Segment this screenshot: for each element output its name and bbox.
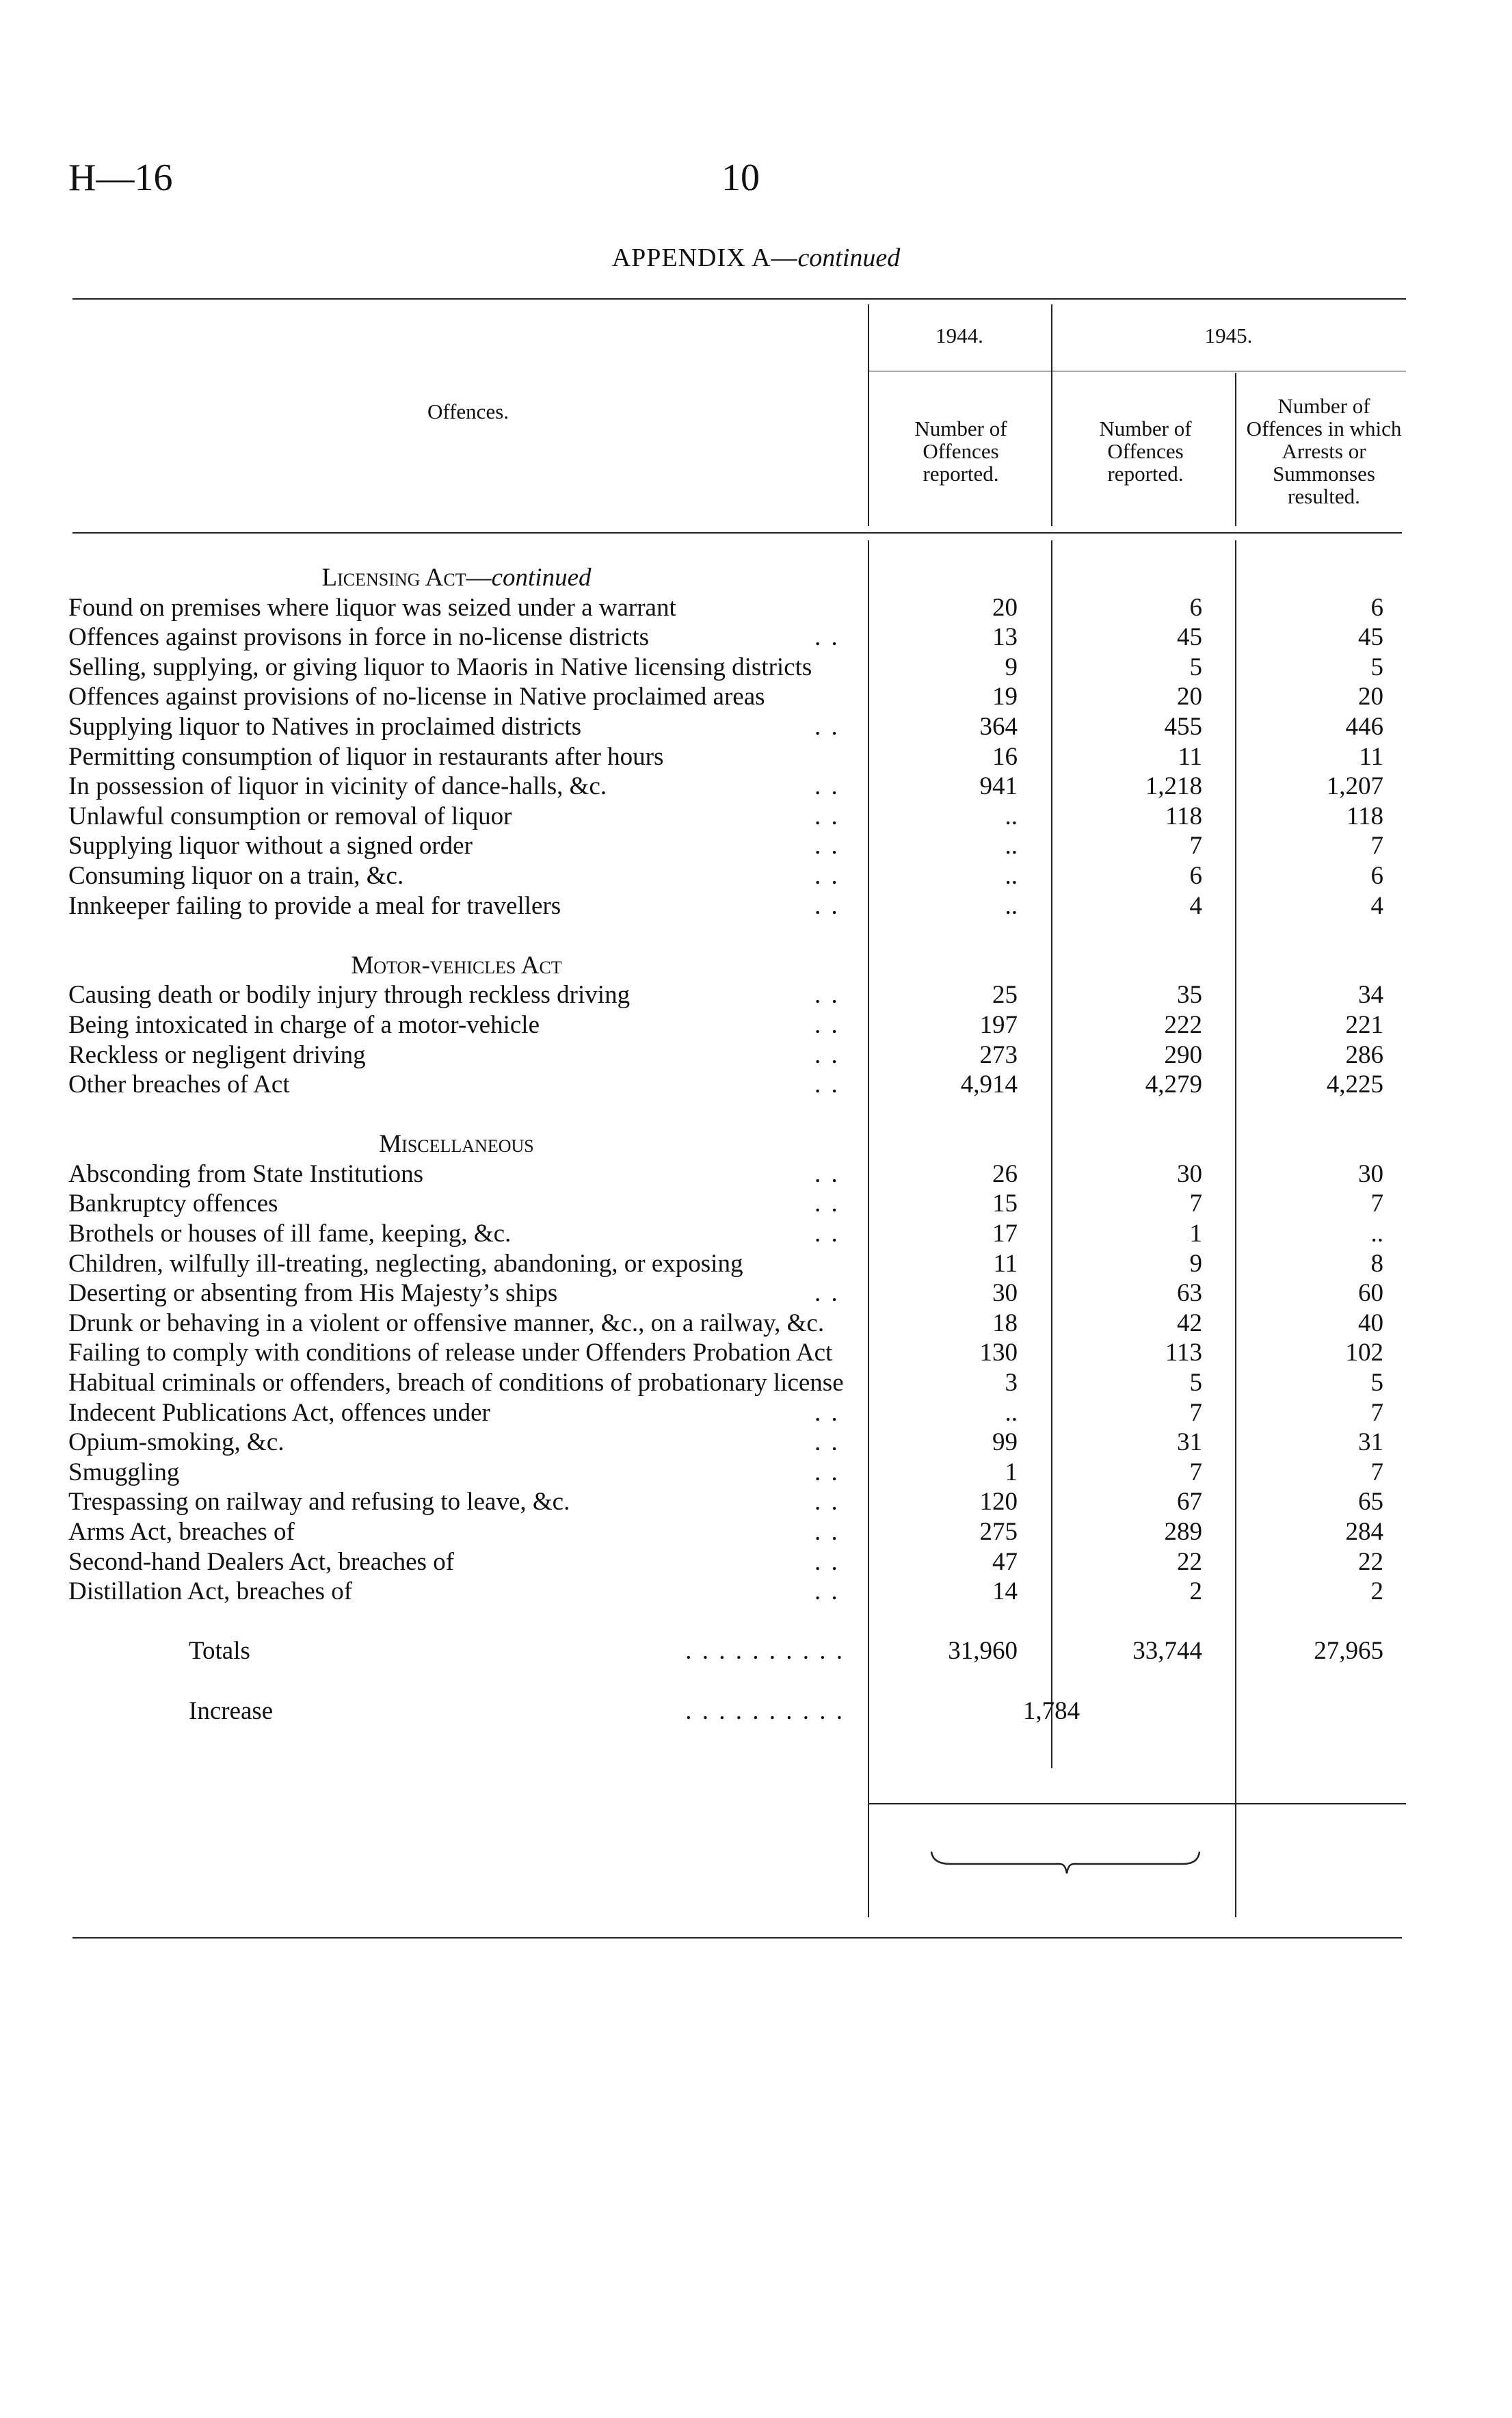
section-heading [68, 1129, 851, 1159]
offence-label-text: Bankruptcy offences [68, 1190, 278, 1218]
table-row [68, 772, 1406, 802]
offence-label-text: Failing to comply with conditions of release under Offenders Probation Act [68, 1339, 833, 1367]
offence-label: . . Causing death or bodily injury through reckless driving [68, 981, 840, 1010]
increase-row [68, 1696, 1406, 1726]
table-row [68, 1040, 1406, 1070]
count-1945-arrests: 7 [1370, 1398, 1383, 1427]
page-number: 10 [721, 157, 760, 199]
offence-label [68, 1338, 851, 1368]
offence-label: . . Smuggling [68, 1458, 840, 1486]
count-1945-reported: 290 [1164, 1040, 1202, 1069]
count-1945-reported: 7 [1189, 1190, 1202, 1218]
count-1945-arrests: 7 [1370, 1190, 1383, 1218]
count-1944-reported: 120 [979, 1488, 1018, 1516]
count-1945-reported: 20 [1177, 683, 1202, 711]
offence-label-text: Found on premises where liquor was seized under a warrant [68, 593, 676, 622]
count-1944-reported: 941 [979, 772, 1018, 801]
count-1944-reported: .. [1005, 861, 1018, 890]
table-row [68, 1338, 1406, 1368]
count-1944-reported: 18 [992, 1309, 1018, 1337]
count-1945-arrests: 20 [1358, 683, 1383, 711]
table-row [68, 1458, 1406, 1488]
count-1945-reported: 455 [1164, 712, 1202, 741]
count-1945-arrests: 284 [1345, 1518, 1383, 1546]
offence-label-text: Innkeeper failing to provide a meal for travellers [68, 891, 561, 920]
offence-label-text: Arms Act, breaches of [68, 1518, 295, 1546]
count-1944-reported: .. [1005, 832, 1018, 860]
count-1945-reported: 1 [1189, 1220, 1202, 1248]
count-1944-reported: .. [1005, 802, 1018, 830]
offence-label [68, 653, 851, 683]
count-1944-reported: 275 [979, 1518, 1018, 1546]
offence-label: . . In possession of liquor in vicinity of dance-halls, &c. [68, 772, 840, 801]
count-1945-arrests: 60 [1358, 1279, 1383, 1308]
table-row [68, 1398, 1406, 1428]
offence-label: . . Supplying liquor without a signed order [68, 832, 840, 860]
offence-label-text: Distillation Act, breaches of [68, 1577, 353, 1606]
spacer [68, 1607, 851, 1637]
table-row [68, 622, 1406, 653]
count-1945-arrests: 6 [1370, 861, 1383, 890]
count-1945-reported: 7 [1189, 1398, 1202, 1427]
spacer-row [68, 1666, 1406, 1696]
count-1944-reported: 14 [992, 1577, 1018, 1606]
totals-label [68, 1636, 851, 1666]
offence-label: . . Supplying liquor to Natives in proclaimed districts [68, 712, 840, 741]
section-title: Motor-vehicles Act [351, 951, 562, 980]
count-1945-reported: 31 [1177, 1428, 1202, 1457]
table-row [68, 1010, 1406, 1040]
offence-label: . . Unlawful consumption or removal of liquor [68, 802, 840, 830]
count-1945-reported: 67 [1177, 1488, 1202, 1516]
count-1945-arrests: 30 [1358, 1159, 1383, 1188]
count-1945-reported: 45 [1177, 623, 1202, 652]
count-1945-reported: 35 [1177, 981, 1202, 1010]
col2-header: Number of Offences reported. [1099, 417, 1192, 486]
count-1945-reported: 22 [1177, 1547, 1202, 1576]
table-row [68, 1368, 1406, 1398]
table-row [68, 653, 1406, 683]
offence-label-text: Consuming liquor on a train, &c. [68, 861, 404, 890]
leader-dots: . . . . . . . . . . [685, 1696, 845, 1725]
count-1945-reported: 7 [1189, 832, 1202, 860]
appendix-title-suffix: continued [797, 244, 901, 272]
offence-label-text: Offences against provisions of no-license in Native proclaimed areas [68, 683, 765, 711]
count-1944-reported: 17 [992, 1220, 1018, 1248]
offence-label: . . Bankruptcy offences [68, 1190, 840, 1218]
count-1944-reported: 19 [992, 683, 1018, 711]
offence-label-text: Supplying liquor without a signed order [68, 832, 473, 860]
count-1945-arrests: 6 [1370, 593, 1383, 622]
count-1944-reported: 4,914 [960, 1070, 1018, 1099]
total-value: 31,960 [948, 1637, 1018, 1666]
count-1945-arrests: 5 [1370, 1369, 1383, 1397]
count-1945-arrests: .. [1370, 1220, 1383, 1248]
count-1945-reported: 2 [1189, 1577, 1202, 1606]
count-1944-reported: 13 [992, 623, 1018, 652]
count-1944-reported: 15 [992, 1190, 1018, 1218]
count-1944-reported: 99 [992, 1428, 1018, 1457]
table-row [68, 1249, 1406, 1279]
count-1945-arrests: 4 [1370, 891, 1383, 920]
count-1944-reported: 273 [979, 1040, 1018, 1069]
table-row [68, 802, 1406, 832]
count-1945-reported: 11 [1178, 742, 1202, 771]
table-row [68, 1070, 1406, 1100]
year-1945-header: 1945. [1204, 324, 1253, 347]
table-row [68, 593, 1406, 623]
offence-label: . . Distillation Act, breaches of [68, 1577, 840, 1606]
offences-column-header: Offences. [427, 399, 509, 423]
offence-label-text: Brothels or houses of ill fame, keeping, &c. [68, 1220, 512, 1248]
offence-label: . . Offences against provisons in force in no-license districts [68, 623, 840, 652]
spacer-row [68, 921, 1406, 951]
table-row [68, 1159, 1406, 1190]
count-1945-reported: 4,279 [1145, 1070, 1202, 1099]
count-1945-arrests: 34 [1358, 981, 1383, 1010]
table-row [68, 831, 1406, 861]
section-heading-row [68, 951, 1406, 981]
table-row [68, 1487, 1406, 1517]
count-1944-reported: 130 [979, 1339, 1018, 1367]
offence-label: . . Consuming liquor on a train, &c. [68, 861, 840, 890]
header-divider-3 [1235, 373, 1236, 526]
spacer [68, 921, 851, 951]
count-1945-reported: 5 [1189, 1369, 1202, 1397]
count-1945-arrests: 446 [1345, 712, 1383, 741]
count-1945-reported: 5 [1189, 653, 1202, 681]
section-title-suffix: continued [491, 564, 592, 592]
count-1944-reported: 30 [992, 1279, 1018, 1308]
count-1945-reported: 6 [1189, 861, 1202, 890]
section-heading-row [68, 1129, 1406, 1159]
increase-label-text: Increase [189, 1696, 274, 1725]
spacer [68, 1100, 851, 1130]
offence-label: . . Opium-smoking, &c. [68, 1428, 840, 1457]
totals-rule [868, 1803, 1406, 1804]
section-heading [68, 563, 851, 593]
table-row [68, 712, 1406, 742]
count-1945-reported: 6 [1189, 593, 1202, 622]
appendix-title-text: APPENDIX A— [611, 244, 798, 272]
offence-label [68, 1368, 851, 1398]
offences-table-body [68, 563, 1406, 1726]
offence-label [68, 682, 851, 712]
count-1945-reported: 289 [1164, 1518, 1202, 1546]
count-1944-reported: 1 [1005, 1458, 1018, 1486]
increase-brace [930, 1850, 1204, 1878]
offence-label-text: Reckless or negligent driving [68, 1040, 366, 1069]
count-1945-arrests: 1,207 [1326, 772, 1383, 801]
offence-label: . . Deserting or absenting from His Majesty’s ships [68, 1279, 840, 1308]
table-bottom-rule [72, 1937, 1402, 1939]
offence-label: . . Trespassing on railway and refusing to leave, &c. [68, 1488, 840, 1516]
table-row [68, 1189, 1406, 1219]
count-1945-arrests: 102 [1345, 1339, 1383, 1367]
count-1944-reported: 197 [979, 1010, 1018, 1039]
offence-label-text: Habitual criminals or offenders, breach of conditions of probationary license [68, 1369, 844, 1397]
count-1945-arrests: 221 [1345, 1010, 1383, 1039]
offence-label [68, 1309, 851, 1339]
spacer-row [68, 1607, 1406, 1637]
spacer-row [68, 1100, 1406, 1130]
offence-label-text: In possession of liquor in vicinity of dance-halls, &c. [68, 772, 607, 801]
increase-label [68, 1696, 851, 1726]
count-1944-reported: 47 [992, 1547, 1018, 1576]
count-1944-reported: .. [1005, 891, 1018, 920]
table-row [68, 1577, 1406, 1607]
document-code: H—16 [68, 157, 173, 199]
offence-label-text: Being intoxicated in charge of a motor-vehicle [68, 1010, 540, 1039]
section-title: Miscellaneous [379, 1130, 534, 1159]
count-1945-arrests: 45 [1358, 623, 1383, 652]
count-1945-arrests: 286 [1345, 1040, 1383, 1069]
total-value: 33,744 [1132, 1637, 1202, 1666]
offence-label-text: Offences against provisons in force in no-license districts [68, 623, 650, 652]
table-row [68, 1517, 1406, 1547]
count-1945-reported: 9 [1189, 1249, 1202, 1278]
spacer [68, 1666, 851, 1696]
header-bottom-rule [72, 532, 1402, 534]
count-1945-arrests: 7 [1370, 1458, 1383, 1486]
table-row [68, 1219, 1406, 1249]
count-1945-reported: 30 [1177, 1159, 1202, 1188]
count-1945-reported: 113 [1165, 1339, 1202, 1367]
offence-label: . . Arms Act, breaches of [68, 1518, 840, 1546]
offence-label-text: Trespassing on railway and refusing to leave, &c. [68, 1488, 570, 1516]
count-1944-reported: .. [1005, 1398, 1018, 1427]
count-1945-arrests: 2 [1370, 1577, 1383, 1606]
section-heading-row [68, 563, 1406, 593]
offence-label-text: Children, wilfully ill-treating, neglecting, abandoning, or exposing [68, 1249, 743, 1278]
count-1945-arrests: 11 [1359, 742, 1383, 771]
offence-label: . . Indecent Publications Act, offences under [68, 1398, 840, 1427]
offence-label: . . Second-hand Dealers Act, breaches of [68, 1547, 840, 1576]
offence-label-text: Permitting consumption of liquor in restaurants after hours [68, 742, 664, 771]
count-1945-arrests: 22 [1358, 1547, 1383, 1576]
count-1944-reported: 11 [993, 1249, 1018, 1278]
table-row [68, 1278, 1406, 1309]
count-1944-reported: 9 [1005, 653, 1018, 681]
offence-label [68, 742, 851, 772]
year-1944-header: 1944. [936, 324, 983, 347]
totals-row [68, 1636, 1406, 1666]
table-row [68, 1309, 1406, 1339]
table-row [68, 891, 1406, 921]
table-row [68, 682, 1406, 712]
table-row [68, 861, 1406, 891]
offence-label: . . Being intoxicated in charge of a motor-vehicle [68, 1010, 840, 1039]
offence-label-text: Deserting or absenting from His Majesty’s ships [68, 1279, 558, 1308]
offence-label-text: Opium-smoking, &c. [68, 1428, 284, 1457]
offence-label: . . Other breaches of Act [68, 1070, 840, 1099]
offence-label-text: Smuggling [68, 1458, 180, 1486]
totals-label-text: Totals [189, 1637, 250, 1666]
count-1945-arrests: 40 [1358, 1309, 1383, 1337]
offence-label: . . Innkeeper failing to provide a meal for travellers [68, 891, 840, 920]
table-row [68, 980, 1406, 1010]
offence-label-text: Other breaches of Act [68, 1070, 290, 1099]
appendix-title [0, 243, 1512, 273]
count-1944-reported: 20 [992, 593, 1018, 622]
count-1944-reported: 3 [1005, 1369, 1018, 1397]
count-1945-reported: 222 [1164, 1010, 1202, 1039]
table-row [68, 1428, 1406, 1458]
offence-label-text: Indecent Publications Act, offences under [68, 1398, 490, 1427]
table-row [68, 1547, 1406, 1577]
count-1945-arrests: 118 [1346, 802, 1383, 830]
count-1945-arrests: 7 [1370, 832, 1383, 860]
table-row [68, 742, 1406, 772]
offence-label: . . Brothels or houses of ill fame, keeping, &c. [68, 1220, 840, 1248]
count-1945-arrests: 8 [1370, 1249, 1383, 1278]
offence-label: . . Absconding from State Institutions [68, 1159, 840, 1188]
offence-label [68, 1249, 851, 1279]
offence-label-text: Unlawful consumption or removal of liquor [68, 802, 512, 830]
count-1945-arrests: 31 [1358, 1428, 1383, 1457]
count-1945-arrests: 5 [1370, 653, 1383, 681]
offence-label-text: Absconding from State Institutions [68, 1159, 423, 1188]
table-top-rule [72, 298, 1406, 300]
offence-label [68, 593, 851, 623]
count-1944-reported: 26 [992, 1159, 1018, 1188]
offence-label-text: Supplying liquor to Natives in proclaimed districts [68, 712, 582, 741]
count-1945-reported: 63 [1177, 1279, 1202, 1308]
section-heading [68, 951, 851, 981]
count-1944-reported: 25 [992, 981, 1018, 1010]
count-1945-arrests: 65 [1358, 1488, 1383, 1516]
count-1945-reported: 4 [1189, 891, 1202, 920]
leader-dots: . . . . . . . . . . [685, 1637, 845, 1666]
count-1945-arrests: 4,225 [1326, 1070, 1383, 1099]
count-1945-reported: 42 [1177, 1309, 1202, 1337]
count-1944-reported: 16 [992, 742, 1018, 771]
col1-header: Number of Offences reported. [914, 417, 1007, 486]
count-1944-reported: 364 [979, 712, 1018, 741]
increase-value: 1,784 [1022, 1696, 1080, 1725]
offence-label: . . Reckless or negligent driving [68, 1040, 840, 1069]
offence-label-text: Second-hand Dealers Act, breaches of [68, 1547, 455, 1576]
count-1945-reported: 118 [1165, 802, 1202, 830]
col3-header: Number of Offences in which Arrests or Summonses resulted. [1246, 394, 1402, 508]
offence-label-text: Selling, supplying, or giving liquor to Maoris in Native licensing districts [68, 653, 812, 681]
total-value: 27,965 [1314, 1637, 1383, 1666]
count-1945-reported: 7 [1189, 1458, 1202, 1486]
offence-label-text: Causing death or bodily injury through reckless driving [68, 981, 631, 1010]
offence-label-text: Drunk or behaving in a violent or offensive manner, &c., on a railway, &c. [68, 1309, 825, 1337]
count-1945-reported: 1,218 [1145, 772, 1202, 801]
section-title: Licensing Act— [321, 564, 492, 592]
